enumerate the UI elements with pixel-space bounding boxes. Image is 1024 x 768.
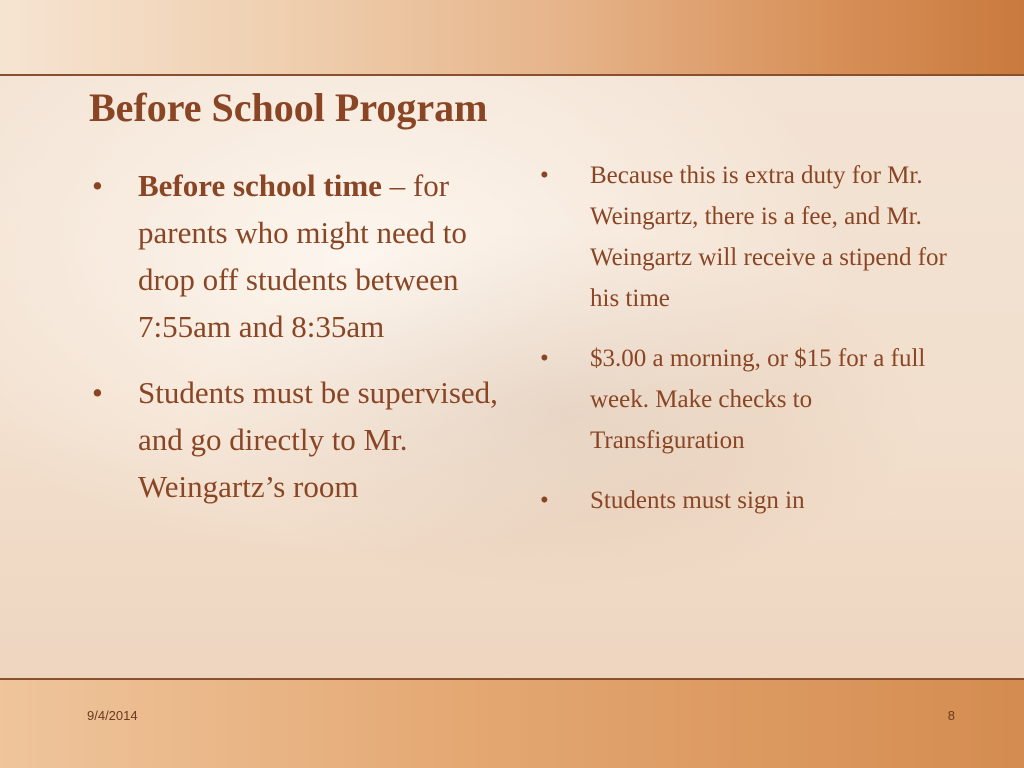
bullet-icon: •: [540, 345, 549, 372]
list-item: [540, 338, 960, 461]
bullet-text: Students must sign in: [590, 487, 805, 514]
left-bullet-list: [92, 162, 502, 529]
footer-date: 9/4/2014: [87, 708, 138, 723]
bullet-text: – for parents who might need to drop off students between 7:55am and 8:35am: [138, 168, 467, 344]
list-item: [92, 162, 502, 350]
bullet-text: Because this is extra duty for Mr. Weingartz, there is a fee, and Mr. Weingartz will receive a stipend for his time: [590, 162, 947, 312]
footer-band: [0, 680, 1024, 768]
bullet-text: Students must be supervised, and go directly to Mr. Weingartz’s room: [138, 375, 498, 504]
right-bullet-list: [540, 155, 960, 540]
bullet-bold-lead: Before school time: [138, 168, 390, 203]
list-item: [540, 155, 960, 319]
bullet-icon: •: [92, 375, 103, 410]
header-rule: [0, 74, 1024, 76]
list-item: [540, 480, 960, 521]
slide-title: Before School Program: [89, 85, 488, 130]
bullet-icon: •: [540, 162, 549, 189]
bullet-icon: •: [540, 487, 549, 514]
bullet-text: $3.00 a morning, or $15 for a full week. Make checks to Transfiguration: [590, 345, 926, 454]
slide-number: 8: [947, 708, 955, 723]
bullet-icon: •: [92, 168, 103, 203]
header-band: [0, 0, 1024, 74]
list-item: [92, 369, 502, 510]
